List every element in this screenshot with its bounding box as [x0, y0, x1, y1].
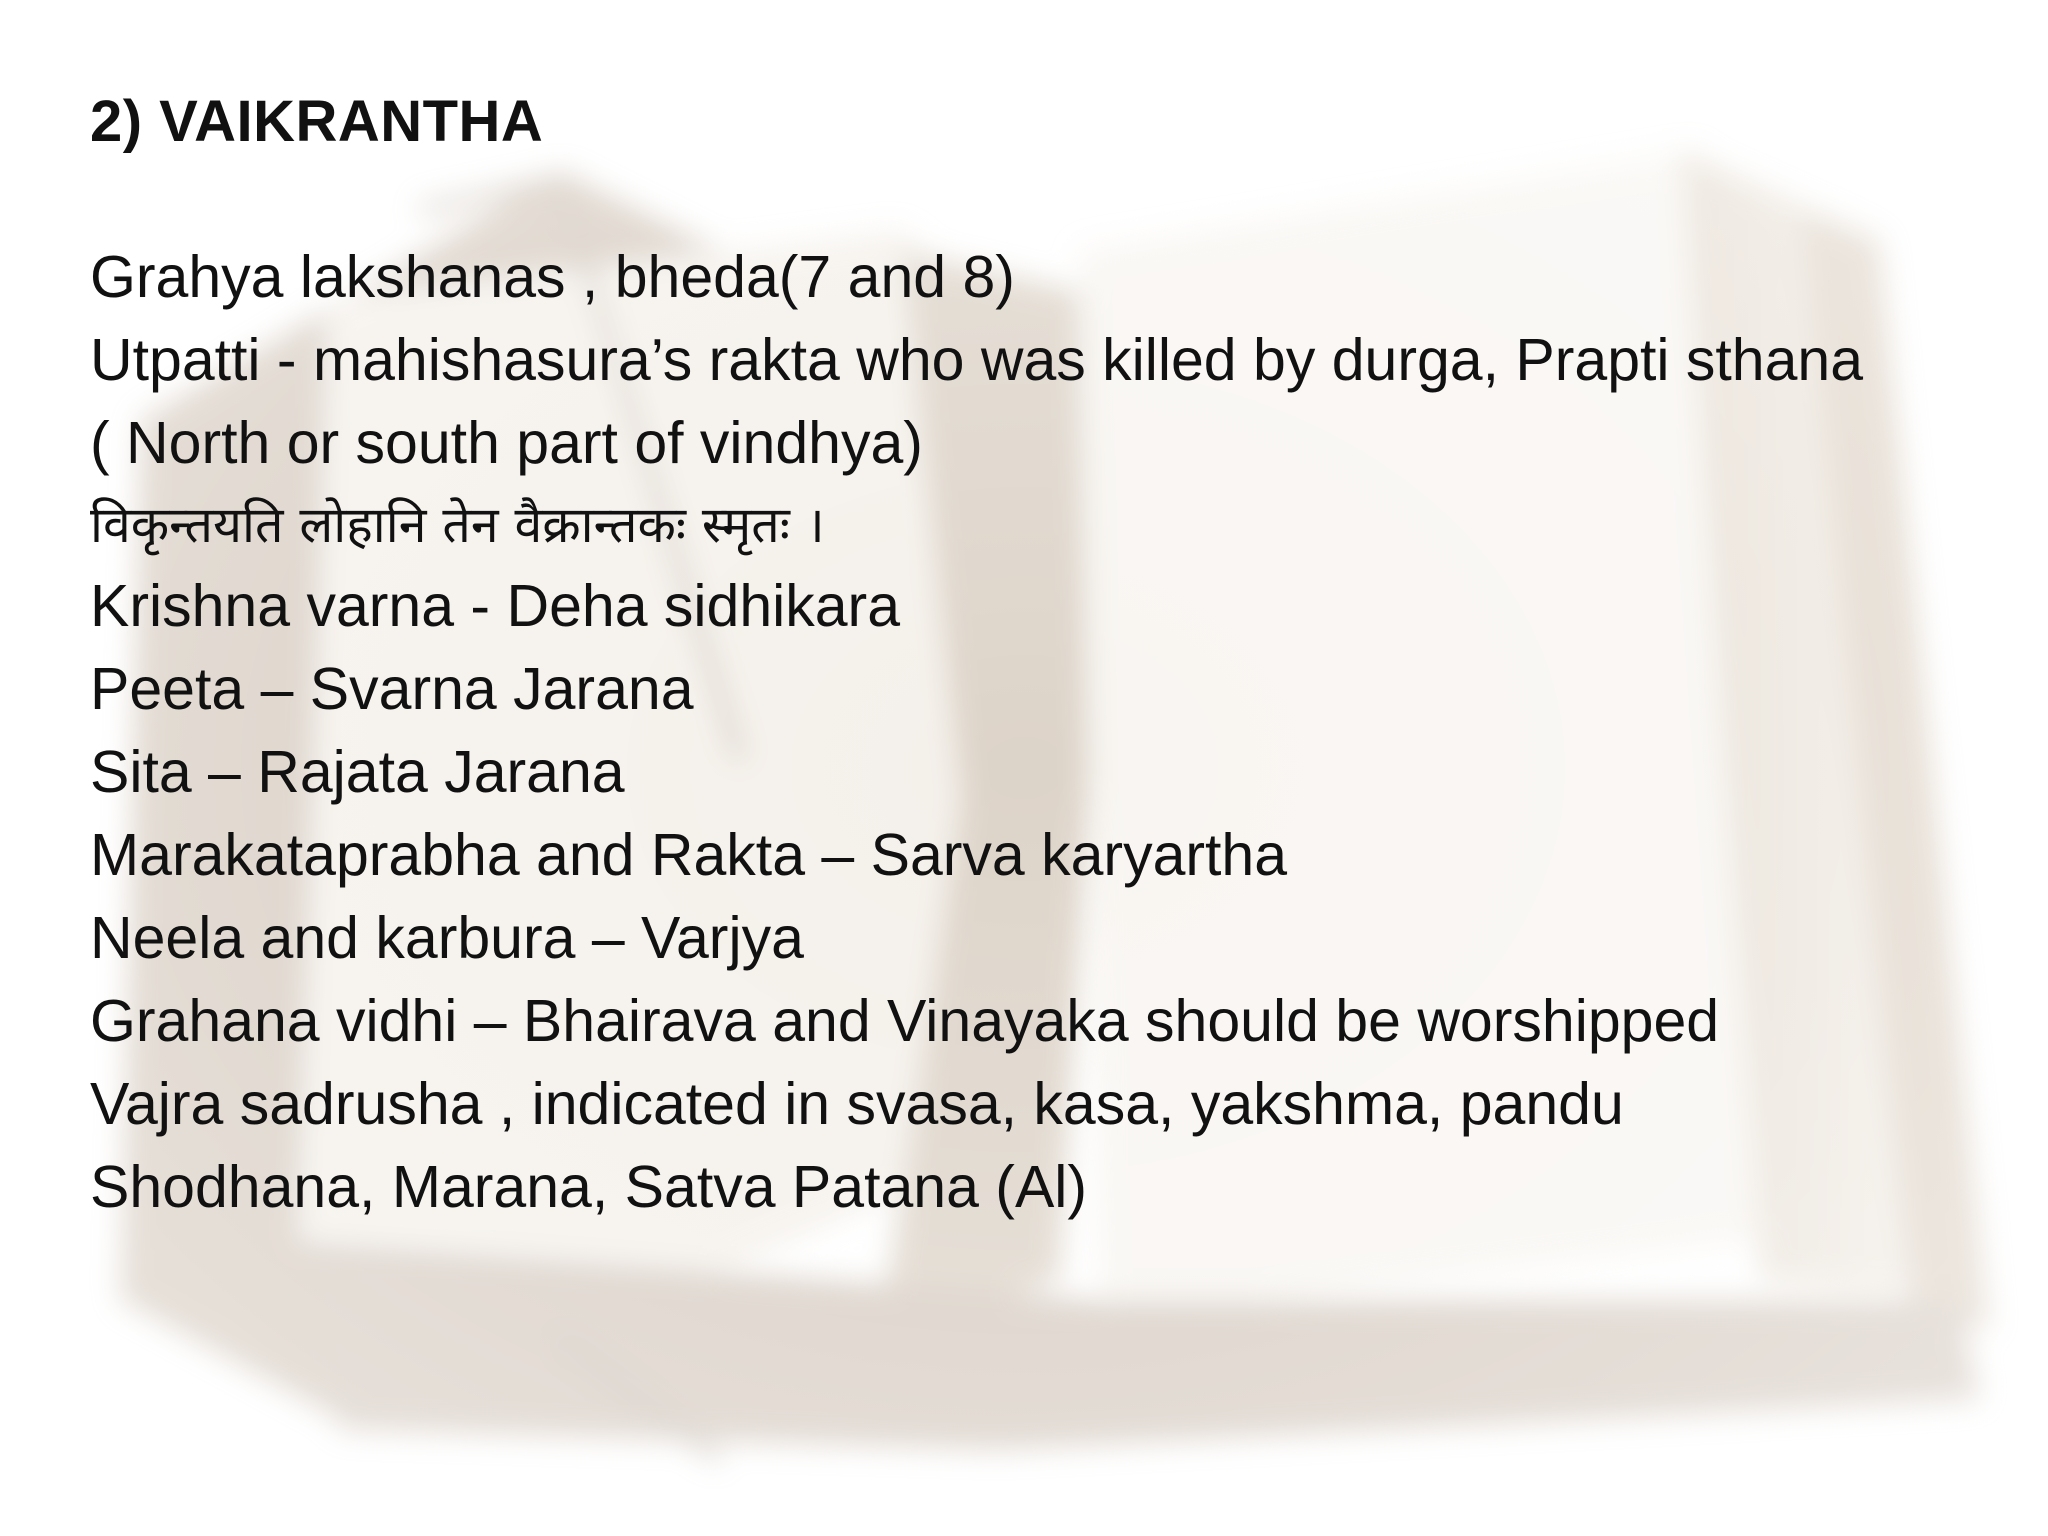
text-line-shodhana: Shodhana, Marana, Satva Patana (Al) — [90, 1154, 1088, 1220]
text-line-marakata: Marakataprabha and Rakta – Sarva karyartha — [90, 822, 1288, 888]
text-line-north-south: ( North or south part of vindhya) — [90, 410, 923, 476]
sanskrit-verse: विकृन्तयति लोहानि तेन वैक्रान्तकः स्मृतः । — [90, 496, 825, 554]
text-line-krishna: Krishna varna - Deha sidhikara — [90, 573, 901, 639]
text-line-grahya: Grahya lakshanas , bheda(7 and 8) — [90, 244, 1015, 310]
text-line-utpatti: Utpatti - mahishasura’s rakta who was killed by durga, Prapti sthana — [90, 327, 1864, 393]
text-line-vajra: Vajra sadrusha , indicated in svasa, kasa, yakshma, pandu — [90, 1071, 1624, 1137]
slide-content — [90, 84, 2010, 1229]
text-line-sita: Sita – Rajata Jarana — [90, 739, 625, 805]
text-line-peeta: Peeta – Svarna Jarana — [90, 656, 694, 722]
text-line-neela: Neela and karbura – Varjya — [90, 905, 804, 971]
slide-title: 2) VAIKRANTHA — [90, 89, 544, 154]
text-line-grahana: Grahana vidhi – Bhairava and Vinayaka should be worshipped — [90, 988, 1720, 1054]
